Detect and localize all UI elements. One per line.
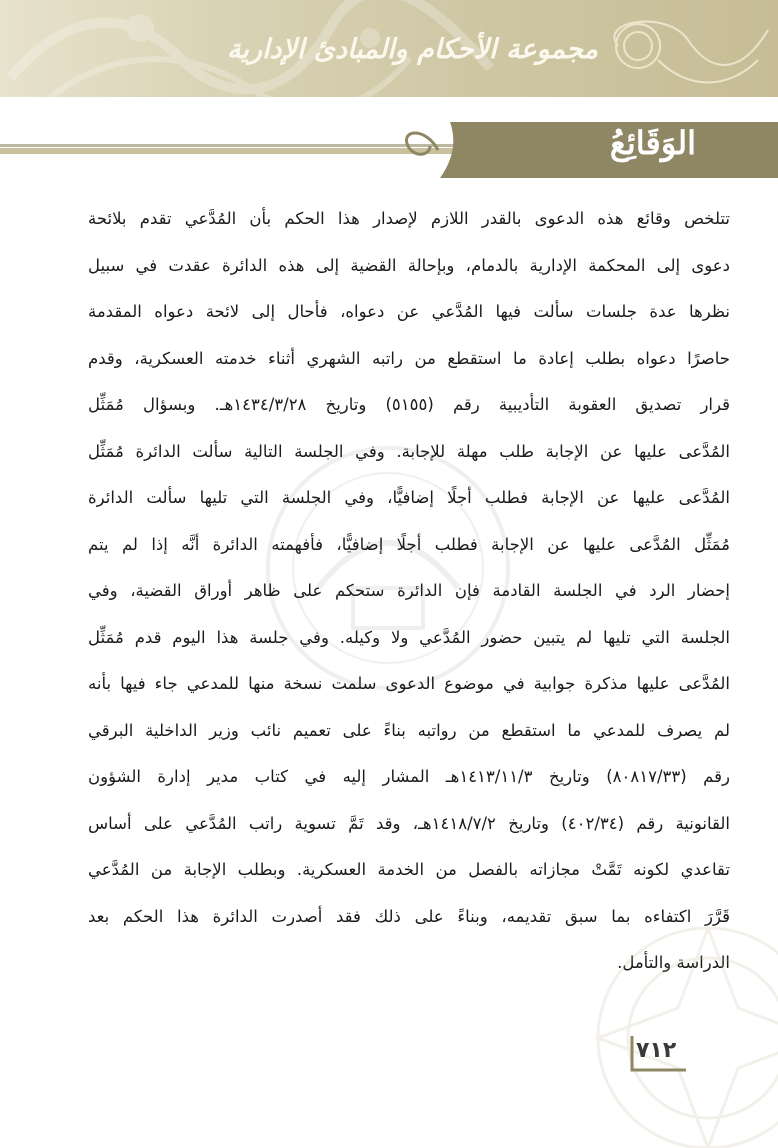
body-line: المُدَّعى عليها عن الإجابة طلب مهلة للإجابة. وفي الجلسة التالية سألت الدائرة مُمَثِّل [88,441,730,461]
banner-ornament [578,0,778,97]
collection-title: مجموعة الأحكام والمبادئ الإدارية [226,34,598,65]
body-line: قرار تصديق العقوبة التأديبية رقم (٥١٥٥) وتاريخ ١٤٣٤/٣/٢٨هـ. وبسؤال مُمَثِّل [88,395,730,414]
body-line: لم يصرف للمدعي ما استقطع من رواتبه بناءً على تعميم نائب وزير الداخلية البرقي [88,720,730,740]
body-line: رقم (٨٠٨١٧/٣٣) وتاريخ ١٤١٣/١١/٣هـ المشار إليه في كتاب مدير إدارة الشؤون [88,767,730,786]
body-line: القانونية رقم (٤٠٢/٣٤) وتاريخ ١٤١٨/٧/٢هـ، وقد تَمَّ تسوية راتب المُدَّعي على أساس [88,813,730,833]
corner-ornament [558,888,778,1148]
body-line: مُمَثِّل المُدَّعى عليها عن الإجابة فطلب أجلًا إضافيًّا، فأفهمته الدائرة أنَّه إذا لم يتم [88,534,730,554]
body-line: حاصرًا دعواه بطلب إعادة ما استقطع من راتبه الشهري أثناء خدمته العسكرية، وقدم [88,348,730,368]
body-line: دعوى إلى المحكمة الإدارية بالدمام، وبإحالة القضية إلى هذه الدائرة عقدت في سبيل [88,255,730,275]
body-line: تتلخص وقائع هذه الدعوى بالقدر اللازم لإصدار هذا الحكم بأن المُدَّعي تقدم بلائحة [88,209,730,228]
section-title: الوَقَائِعُ [609,124,696,162]
body-line: المُدَّعى عليها مذكرة جوابية في موضوع الدعوى سلمت نسخة منها للمدعي جاء فيها بأنه [88,674,730,693]
body-line: تقاعدي لكونه تَمَّتْ مجازاته بالفصل من الخدمة العسكرية. وبطلب الإجابة من المُدَّعي [88,860,730,879]
body-line: المُدَّعى عليها عن الإجابة فطلب أجلًا إضافيًّا، وفي الجلسة التي تليها سألت الدائرة [88,488,730,507]
body-line: الجلسة التي تليها لم يتبين حضور المُدَّعي ولا وكيله. وفي جلسة هذا اليوم قدم مُمَثِّل [88,627,730,647]
body-line: الدراسة والتأمل. [617,953,730,972]
page-number: ٧١٢ [636,1038,677,1063]
facts-body [88,196,730,987]
top-banner [0,0,778,97]
body-line: إحضار الرد في الجلسة القادمة فإن الدائرة ستحكم على ظاهر أوراق القضية، وفي [88,581,730,600]
body-line: نظرها عدة جلسات سألت فيها المُدَّعي عن دعواه، فأحال إلى لائحة دعواه المقدمة [88,302,730,321]
body-line: قَرَّرَ اكتفاءه بما سبق تقديمه، وبناءً على ذلك فقد أصدرت الدائرة هذا الحكم بعد [88,906,730,926]
